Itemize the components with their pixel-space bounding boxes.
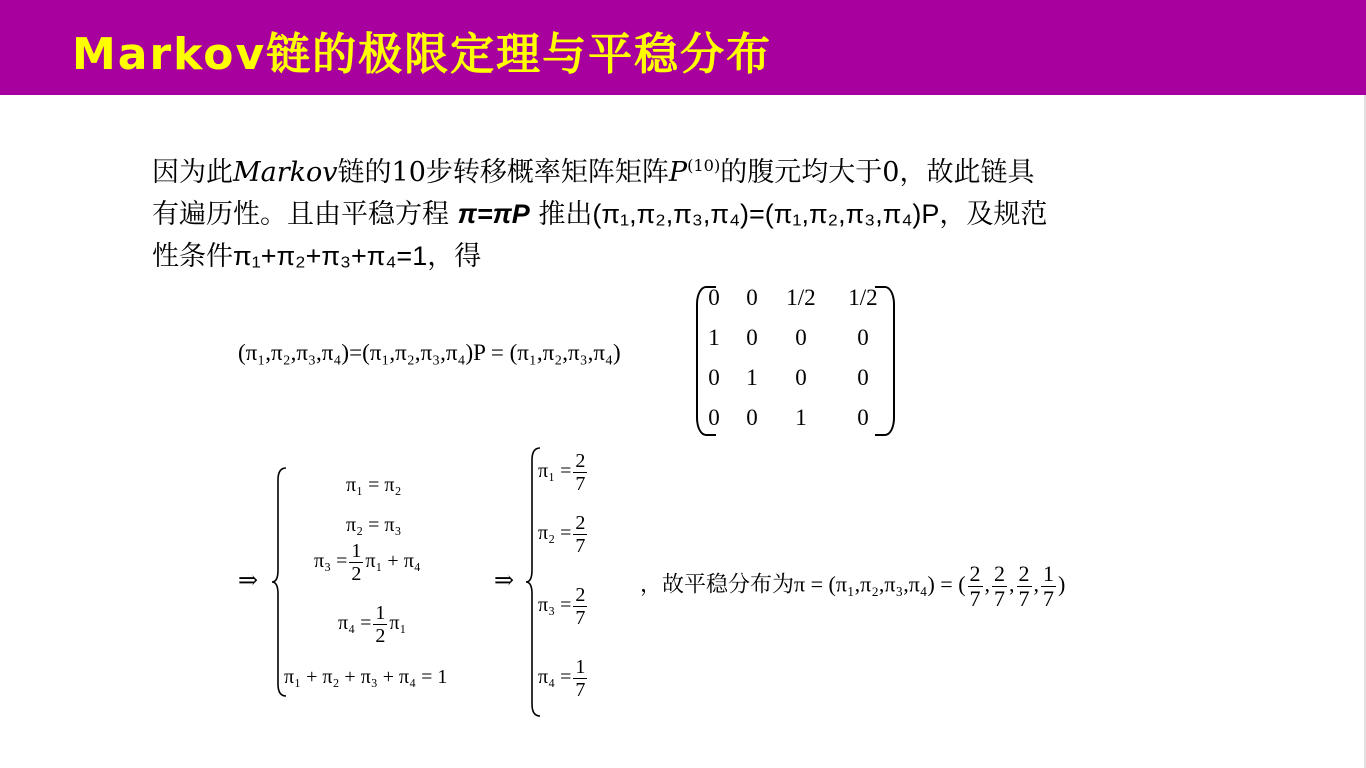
- solution-lhs: π₁ =: [538, 460, 572, 483]
- matrix-cell: 1: [746, 365, 758, 390]
- matrix-cell: 0: [795, 325, 807, 350]
- stationary-distribution-result: ，故平稳分布为π = (π₁,π₂,π₃,π₄) = ( $\frac{2}{7}$ , $\frac{2}{7}$ , $\frac{2}{7}$ , $\frac{1}{7}$ ): [640, 561, 1066, 612]
- fraction: [573, 450, 587, 495]
- matrix-cell: 0: [857, 365, 869, 390]
- matrix-cell: 0: [708, 285, 720, 310]
- matrix-cell: 1/2: [786, 285, 816, 310]
- solution-lhs: π₃ =: [538, 594, 572, 617]
- solution-4: [538, 656, 589, 701]
- fraction: [968, 562, 983, 611]
- eq4-lhs: π₄ =: [338, 612, 372, 635]
- stationary-equation-expanded: (π₁,π₂,π₃,π₄)=(π₁,π₂,π₃,π₄)P: [592, 199, 940, 229]
- solution-lhs: π₂ =: [538, 522, 572, 545]
- paragraph-line-2: [152, 192, 1242, 231]
- system-eq-5: π₁ + π₂ + π₃ + π₄ = 1: [284, 666, 448, 688]
- denominator: 7: [994, 586, 1006, 612]
- stationary-equation: π=πP: [457, 199, 530, 229]
- eq4-rhs: π₁: [389, 612, 407, 635]
- paragraph-line-3: [152, 234, 1242, 273]
- matrix-cell: 0: [795, 365, 807, 390]
- matrix-cell: 1: [795, 405, 807, 430]
- matrix-cell: 0: [857, 405, 869, 430]
- denominator: 7: [1018, 586, 1030, 612]
- numerator: 1: [1043, 561, 1055, 586]
- numerator: 1: [351, 540, 362, 562]
- text-segment: 性条件: [152, 241, 233, 272]
- fraction-half: [349, 540, 363, 585]
- system-eq-4: [338, 602, 406, 647]
- denominator: 7: [575, 607, 586, 629]
- eq3-lhs: π₃ =: [314, 550, 348, 573]
- close-paren: ): [1058, 571, 1066, 597]
- text-segment: 链的10步转移概率矩阵矩阵: [337, 157, 669, 188]
- slide-title: Markov链的极限定理与平稳分布: [72, 29, 773, 80]
- fraction: [1041, 562, 1056, 611]
- markov-term: Markov: [233, 157, 338, 188]
- solution-3: [538, 584, 589, 629]
- system-eq-3: [314, 540, 421, 585]
- numerator: 2: [994, 561, 1006, 586]
- superscript: (10): [687, 156, 721, 175]
- fraction: [573, 512, 587, 557]
- fraction: [1017, 562, 1032, 611]
- numerator: 1: [575, 656, 586, 678]
- text-segment: 有遍历性。且由平稳方程: [152, 199, 449, 230]
- matrix-cell: 0: [746, 405, 758, 430]
- fraction-half: [373, 602, 387, 647]
- implies-arrow: ⇒: [494, 566, 515, 594]
- fraction: [573, 656, 587, 701]
- text-segment: 的腹元均大于0，故此链具: [720, 157, 1035, 188]
- matrix-cell: 0: [746, 285, 758, 310]
- result-label: 故平稳分布为: [662, 572, 795, 598]
- matrix-cell: 0: [746, 325, 758, 350]
- paragraph-line-1: [152, 150, 1242, 189]
- fraction: [573, 584, 587, 629]
- numerator: 2: [575, 450, 586, 472]
- matrix-equation-lhs: (π₁,π₂,π₃,π₄)=(π₁,π₂,π₃,π₄)P = (π₁,π₂,π₃,π₄): [238, 340, 621, 365]
- matrix-cell: 1/2: [848, 285, 878, 310]
- system-eq-1: π₁ = π₂: [346, 474, 402, 496]
- solution-2: [538, 512, 589, 557]
- text-segment: 推出: [538, 199, 593, 230]
- denominator: 7: [969, 586, 981, 612]
- numerator: 2: [969, 561, 981, 586]
- denominator: 7: [575, 679, 586, 701]
- text-segment: ，得: [427, 241, 482, 272]
- implies-arrow: ⇒: [238, 566, 259, 594]
- numerator: 2: [575, 512, 586, 534]
- matrix-cell: 0: [708, 365, 720, 390]
- denominator: 7: [1043, 586, 1055, 612]
- result-expression: π = (π₁,π₂,π₃,π₄) = (: [794, 571, 966, 597]
- numerator: 2: [575, 584, 586, 606]
- text-segment: 因为此: [152, 157, 233, 188]
- matrix-cell: 0: [857, 325, 869, 350]
- matrix-symbol: P: [668, 157, 688, 188]
- eq3-rhs: π₁ + π₄: [365, 550, 421, 573]
- solution-lhs: π₄ =: [538, 666, 572, 689]
- fraction: [992, 562, 1007, 611]
- denominator: 7: [575, 473, 586, 495]
- denominator: 7: [575, 535, 586, 557]
- left-brace-system: [270, 466, 290, 698]
- denominator: 2: [351, 563, 362, 585]
- numerator: 2: [1018, 561, 1030, 586]
- matrix-cell: 0: [708, 405, 720, 430]
- matrix-cell: 1: [708, 325, 720, 350]
- numerator: 1: [375, 602, 386, 624]
- text-segment: ，及规范: [939, 199, 1048, 230]
- normalization-equation: π₁+π₂+π₃+π₄=1: [233, 241, 428, 271]
- system-eq-2: π₂ = π₃: [346, 514, 402, 536]
- comma: ，: [640, 572, 663, 598]
- denominator: 2: [375, 625, 386, 647]
- solution-1: [538, 450, 589, 495]
